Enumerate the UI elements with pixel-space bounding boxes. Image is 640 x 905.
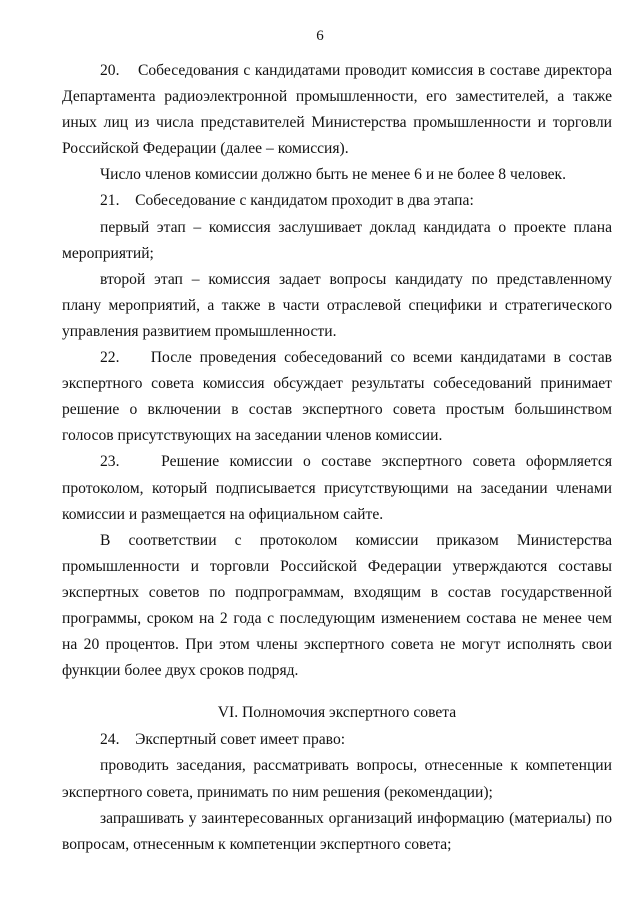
paragraph-24: 24. Экспертный совет имеет право: (100, 731, 346, 749)
paragraph-21: 21. Собеседование с кандидатом проходит в два этапа: (100, 192, 474, 210)
document-body (62, 58, 612, 858)
section-heading: VI. Полномочия экспертного совета (217, 704, 457, 722)
paragraph-request-info: запрашивать у заинтересованных организаций информацию (материалы) по вопросам, отнесенным к компетенции экспертного совета; (62, 809, 612, 853)
paragraph-approval: В соответствии с протоколом комиссии приказом Министерства промышленности и торговли Российской Федерации утверждаются составы экспертных советов по подпрограммам, входящим в состав государственной программы, сроком на 2 года с последующим изменением состава не менее чем на 20 процентов. При этом члены экспертного совета не могут исполнять свои функции более двух сроков подряд. (62, 531, 612, 680)
paragraph-hold-meetings: проводить заседания, рассматривать вопросы, отнесенные к компетенции экспертного совета, принимать по ним решения (рекомендации); (62, 757, 612, 801)
paragraph-20: 20. Собеседования с кандидатами проводит комиссия в составе директора Департамента радиоэлектронной промышленности, его заместителей, а также иных лиц из числа представителей Министерства промышленности и торговли Российской Федерации (далее – комиссия). (62, 62, 612, 158)
paragraph-commission-size: Число членов комиссии должно быть не менее 6 и не более 8 человек. (100, 166, 567, 184)
paragraph-second-stage: второй этап – комиссия задает вопросы кандидату по представленному плану мероприятий, а также в части отраслевой специфики и стратегического управления развитием промышленности. (62, 270, 612, 340)
paragraph-22: 22. После проведения собеседований со всеми кандидатами в состав экспертного совета комиссия обсуждает результаты собеседований принимает решение о включении в состав экспертного совета простым большинством голосов присутствующих на заседании членов комиссии. (62, 349, 612, 445)
paragraph-23: 23. Решение комиссии о составе экспертного совета оформляется протоколом, который подписывается присутствующими на заседании членами комиссии и размещается на официальном сайте. (62, 453, 612, 523)
paragraph-first-stage: первый этап – комиссия заслушивает доклад кандидата о проекте плана мероприятий; (62, 218, 612, 262)
page-number: 6 (316, 28, 324, 44)
